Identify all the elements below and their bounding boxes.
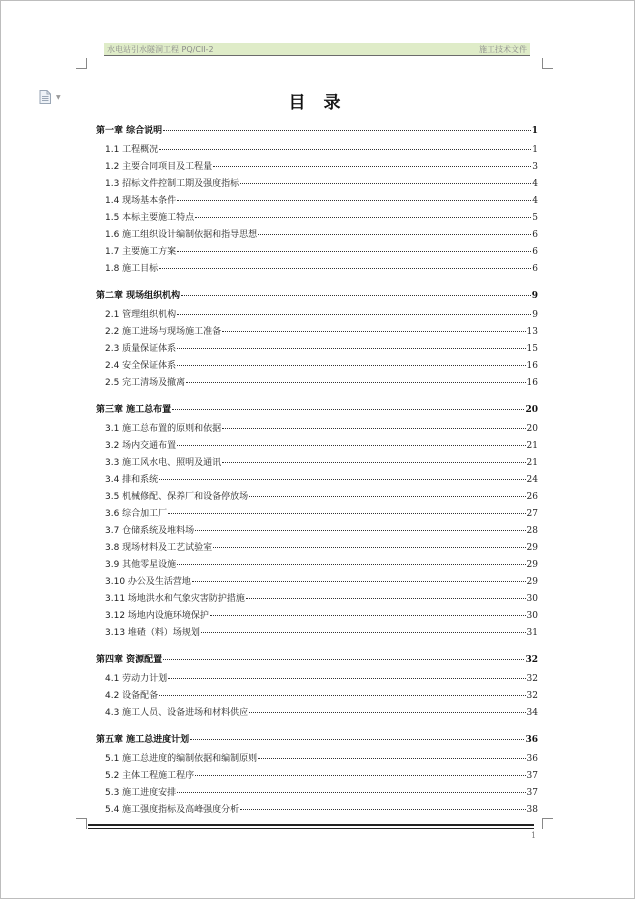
toc-section-entry[interactable]: [96, 802, 538, 819]
toc-section-entry[interactable]: [96, 261, 538, 278]
toc-entry-page: 32: [526, 691, 538, 701]
toc-dot-leader: [249, 496, 525, 497]
toc-dot-leader: [168, 678, 525, 679]
toc-entry-title: 3.2 场内交通布置: [105, 441, 177, 451]
toc-entry-page: 20: [526, 424, 538, 434]
toc-entry-title: 第四章 资源配置: [96, 655, 163, 665]
toc-dot-leader: [195, 775, 525, 776]
toc-section-entry[interactable]: [96, 421, 538, 438]
toc-entry-title: 2.4 安全保证体系: [105, 361, 177, 371]
toc-entry-page: 15: [526, 344, 538, 354]
toc-dot-leader: [177, 792, 525, 793]
toc-section-entry[interactable]: [96, 193, 538, 210]
toc-entry-page: 29: [526, 543, 538, 553]
toc-entry-title: 3.8 现场材料及工艺试验室: [105, 543, 213, 553]
toc-entry-title: 2.1 管理组织机构: [105, 310, 177, 320]
toc-section-entry[interactable]: [96, 341, 538, 358]
toc-entry-title: 1.3 招标文件控制工期及强度指标: [105, 179, 240, 189]
toc-chapter-entry[interactable]: [96, 288, 538, 307]
toc-section-entry[interactable]: [96, 438, 538, 455]
toc-entry-page: 37: [526, 788, 538, 798]
toc-entry-page: 20: [525, 405, 538, 415]
toc-dot-leader: [195, 530, 525, 531]
toc-entry-title: 第三章 施工总布置: [96, 405, 172, 415]
toc-gap: [96, 278, 538, 284]
crop-mark-bottom-left: [76, 818, 87, 829]
toc-dot-leader: [172, 409, 524, 410]
toc-chapter-entry[interactable]: [96, 402, 538, 421]
toc-dot-leader: [190, 739, 524, 740]
toc-entry-title: 1.1 工程概况: [105, 145, 159, 155]
toc-section-entry[interactable]: [96, 540, 538, 557]
toc-dot-leader: [258, 758, 525, 759]
toc-entry-title: 3.3 施工风水电、照明及通讯: [105, 458, 222, 468]
crop-mark-bottom-right: [542, 818, 553, 829]
toc-entry-title: 1.7 主要施工方案: [105, 247, 177, 257]
toc-entry-title: 3.12 场地内设施环境保护: [105, 611, 209, 621]
toc-entry-title: 1.8 施工目标: [105, 264, 159, 274]
toc-entry-title: 1.5 本标主要施工特点: [105, 213, 195, 223]
page-number: 1: [531, 831, 537, 840]
toc-section-entry[interactable]: [96, 142, 538, 159]
footer-rule-thin: [88, 828, 534, 829]
toc-dot-leader: [177, 314, 531, 315]
toc-entry-page: 4: [532, 179, 538, 189]
toc-entry-title: 4.3 施工人员、设备进场和材料供应: [105, 708, 249, 718]
toc-entry-page: 34: [526, 708, 538, 718]
toc-entry-page: 32: [526, 674, 538, 684]
toc-gap: [96, 642, 538, 648]
toc-dot-leader: [177, 564, 525, 565]
toc-dot-leader: [163, 130, 531, 131]
toc-section-entry[interactable]: [96, 227, 538, 244]
toc-entry-title: 第二章 现场组织机构: [96, 291, 181, 301]
toc-entry-page: 9: [532, 310, 538, 320]
toc-entry-page: 29: [526, 560, 538, 570]
toc-section-entry[interactable]: [96, 489, 538, 506]
toc-entry-page: 21: [526, 441, 538, 451]
toc-gap: [96, 392, 538, 398]
toc-entry-title: 1.2 主要合同项目及工程量: [105, 162, 213, 172]
toc-section-entry[interactable]: [96, 244, 538, 261]
toc-entry-page: 5: [532, 213, 538, 223]
toc-section-entry[interactable]: [96, 472, 538, 489]
toc-entry-page: 9: [531, 291, 538, 301]
toc-entry-page: 13: [526, 327, 538, 337]
toc-entry-title: 1.6 施工组织设计编制依据和指导思想: [105, 230, 258, 240]
toc-section-entry[interactable]: [96, 574, 538, 591]
toc-dot-leader: [240, 183, 531, 184]
toc-section-entry[interactable]: [96, 768, 538, 785]
toc-entry-page: 21: [526, 458, 538, 468]
toc-dot-leader: [159, 479, 525, 480]
toc-entry-page: 1: [531, 126, 538, 136]
toc-section-entry[interactable]: [96, 785, 538, 802]
toc-dot-leader: [240, 809, 525, 810]
toc-entry-page: 28: [526, 526, 538, 536]
toc-dot-leader: [213, 166, 531, 167]
toc-entry-page: 29: [526, 577, 538, 587]
toc-entry-title: 第一章 综合说明: [96, 126, 163, 136]
toc-section-entry[interactable]: [96, 375, 538, 392]
toc-entry-page: 4: [532, 196, 538, 206]
page-title: 目 录: [288, 93, 347, 113]
toc-entry-page: 30: [526, 611, 538, 621]
toc-dot-leader: [177, 365, 525, 366]
toc-entry-title: 4.2 设备配备: [105, 691, 159, 701]
toc-dot-leader: [210, 615, 526, 616]
toc-entry-page: 1: [532, 145, 538, 155]
toc-entry-page: 6: [532, 230, 538, 240]
toc-dot-leader: [168, 513, 525, 514]
toc-entry-title: 第五章 施工总进度计划: [96, 735, 190, 745]
toc-gap: [96, 722, 538, 728]
toc-entry-title: 5.4 施工强度指标及高峰强度分析: [105, 805, 240, 815]
toc-entry-page: 16: [526, 361, 538, 371]
header-left-text: 水电站引水隧洞工程 PQ/CII-2: [107, 45, 214, 54]
toc-entry-title: 2.3 质量保证体系: [105, 344, 177, 354]
toc-section-entry[interactable]: [96, 557, 538, 574]
toc-dot-leader: [222, 428, 525, 429]
toc-section-entry[interactable]: [96, 210, 538, 227]
toc-dot-leader: [159, 149, 531, 150]
toc-dot-leader: [177, 251, 531, 252]
toc-section-entry[interactable]: [96, 625, 538, 642]
toc-dot-leader: [177, 200, 531, 201]
toc-entry-title: 3.4 排和系统: [105, 475, 159, 485]
toc-entry-title: 3.13 堆碴（料）场规划: [105, 628, 200, 638]
toc-entry-page: 6: [532, 247, 538, 257]
toc-section-entry[interactable]: [96, 751, 538, 768]
toc-entry-page: 6: [532, 264, 538, 274]
toc-dot-leader: [163, 659, 524, 660]
toc-section-entry[interactable]: [96, 455, 538, 472]
toc-section-entry[interactable]: [96, 608, 538, 625]
toc-section-entry[interactable]: [96, 176, 538, 193]
toc-dot-leader: [159, 268, 531, 269]
toc-entry-page: 36: [526, 754, 538, 764]
toc-section-entry[interactable]: [96, 671, 538, 688]
toc-dot-leader: [213, 547, 525, 548]
toc-chapter-entry[interactable]: [96, 123, 538, 142]
toc-dot-leader: [222, 331, 525, 332]
crop-mark-top-left: [76, 58, 87, 69]
toc-section-entry[interactable]: [96, 307, 538, 324]
toc-dot-leader: [159, 695, 525, 696]
toc-dot-leader: [192, 581, 526, 582]
toc-entry-title: 1.4 现场基本条件: [105, 196, 177, 206]
toc-entry-page: 16: [526, 378, 538, 388]
toc-dot-leader: [249, 712, 525, 713]
toc-entry-title: 5.1 施工总进度的编制依据和编制原则: [105, 754, 258, 764]
toc-dot-leader: [181, 295, 531, 296]
toc-entry-title: 5.2 主体工程施工程序: [105, 771, 195, 781]
toc-entry-page: 38: [526, 805, 538, 815]
toc-dot-leader: [246, 598, 526, 599]
toc-entry-title: 3.10 办公及生活营地: [105, 577, 191, 587]
toc-entry-page: 27: [526, 509, 538, 519]
toc-entry-title: 3.9 其他零星设施: [105, 560, 177, 570]
toc-entry-page: 30: [526, 594, 538, 604]
dropdown-caret-icon[interactable]: ▼: [56, 94, 61, 101]
toc-section-entry[interactable]: [96, 591, 538, 608]
toc-section-entry[interactable]: [96, 705, 538, 722]
toc-entry-title: 3.6 综合加工厂: [105, 509, 168, 519]
toc-entry-page: 26: [526, 492, 538, 502]
toc-chapter-entry[interactable]: [96, 652, 538, 671]
crop-mark-top-right: [542, 58, 553, 69]
page-header: [104, 43, 530, 56]
toc-section-entry[interactable]: [96, 324, 538, 341]
toc-chapter-entry[interactable]: [96, 732, 538, 751]
toc-section-entry[interactable]: [96, 523, 538, 540]
toc-dot-leader: [195, 217, 531, 218]
toc-entry-page: 37: [526, 771, 538, 781]
toc-section-entry[interactable]: [96, 506, 538, 523]
toc-entry-title: 3.11 场地洪水和气象灾害防护措施: [105, 594, 245, 604]
toc-section-entry[interactable]: [96, 159, 538, 176]
toc-entry-page: 3: [532, 162, 538, 172]
toc-entry-page: 24: [526, 475, 538, 485]
toc-entry-title: 3.1 施工总布置的原则和依据: [105, 424, 222, 434]
toc-entry-title: 2.5 完工清场及撤离: [105, 378, 186, 388]
toc-dot-leader: [258, 234, 531, 235]
toc-entry-title: 5.3 施工进度安排: [105, 788, 177, 798]
toc-dot-leader: [186, 382, 525, 383]
toc-entry-page: 31: [526, 628, 538, 638]
toc-section-entry[interactable]: [96, 358, 538, 375]
toc-entry-title: 4.1 劳动力计划: [105, 674, 168, 684]
toc-section-entry[interactable]: [96, 688, 538, 705]
toc-dot-leader: [177, 348, 525, 349]
header-right-text: 施工技术文件: [479, 45, 527, 54]
toc-dot-leader: [177, 445, 525, 446]
toc-dot-leader: [201, 632, 526, 633]
table-of-contents: [96, 123, 538, 819]
toc-entry-title: 3.5 机械修配、保养厂和设备停放场: [105, 492, 249, 502]
toc-dot-leader: [222, 462, 525, 463]
toc-entry-page: 36: [525, 735, 538, 745]
toc-entry-title: 2.2 施工进场与现场施工准备: [105, 327, 222, 337]
toc-entry-title: 3.7 仓储系统及堆料场: [105, 526, 195, 536]
toc-entry-page: 32: [525, 655, 538, 665]
footer-rule-thick: [88, 824, 534, 826]
